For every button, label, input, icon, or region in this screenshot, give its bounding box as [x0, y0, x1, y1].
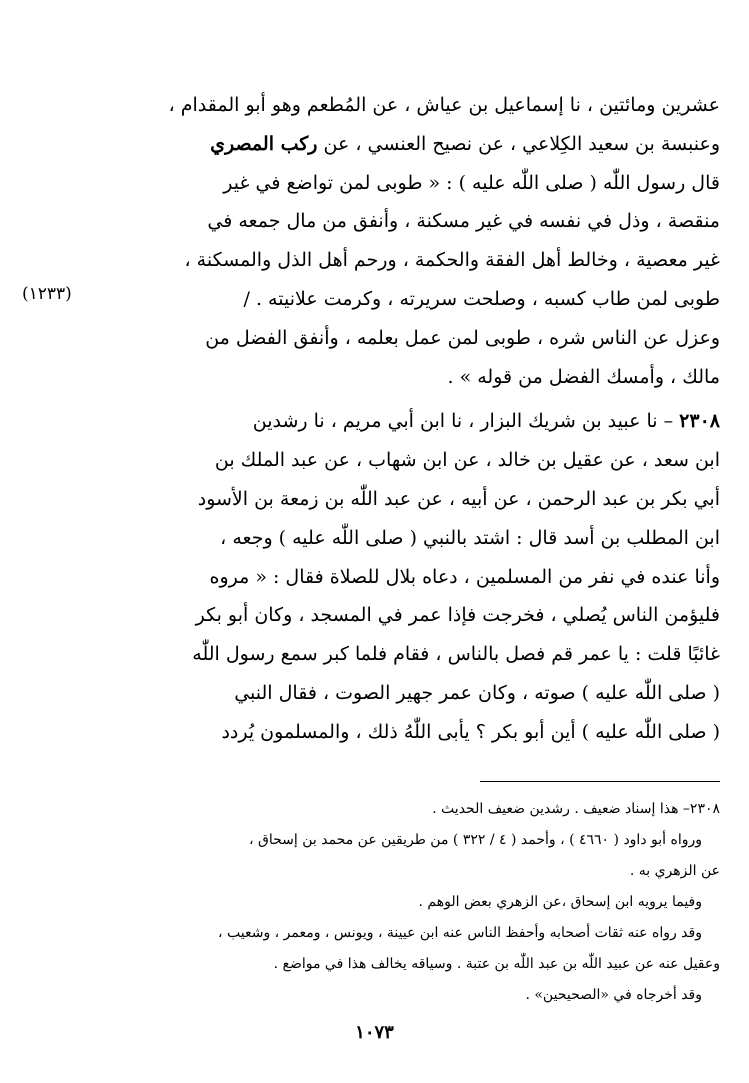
text-line: وأنا عنده في نفر من المسلمين ، دعاه بلال للصلاة فقال : « مروه	[209, 565, 720, 588]
text-line: قال رسول اللّٰه ( صلى اللّٰه عليه ) : « طوبى لمن تواضع في غير	[223, 171, 720, 194]
margin-page-reference: (١٢٣٣)	[22, 284, 72, 304]
text-line: أبي بكر بن عبد الرحمن ، عن أبيه ، عن عبد اللّٰه بن زمعة بن الأسود	[197, 487, 720, 510]
text-line: منقصة ، وذل في نفسه في غير مسكنة ، وأنفق من مال جمعه في	[207, 210, 720, 233]
page-number: ١٠٧٣	[355, 1022, 394, 1043]
text-line: وعنبسة بن سعيد الكِلاعي ، عن نصيح العنسي ، عن	[323, 132, 720, 155]
text-line: غائبًا قلت : يا عمر قم فصل بالناس ، فقام فلما كبر سمع رسول اللّٰه	[192, 643, 720, 666]
footnote-line: وقد رواه عنه ثقات أصحابه وأحفظ الناس عنه ابن عيينة ، ويونس ، ومعمر ، وشعيب ،	[218, 925, 702, 941]
footnote-line: وعقيل عنه عن عبيد اللّٰه بن عبد اللّٰه بن عتبة . وسياقه يخالف هذا في مواضع .	[273, 956, 720, 972]
text-line: ابن المطلب بن أسد قال : اشتد بالنبي ( صلى اللّٰه عليه ) وجعه ،	[220, 526, 720, 549]
footnote-line: ٢٣٠٨– هذا إسناد ضعيف . رشدين ضعيف الحديث .	[432, 801, 720, 817]
text-line: وعزل عن الناس شره ، طوبى لمن عمل بعلمه ، وأنفق الفضل من	[205, 326, 720, 349]
paragraph-1	[96, 86, 720, 396]
footnote-line: وفيما يرويه ابن إسحاق ،عن الزهري بعض الوهم .	[418, 894, 702, 910]
main-text	[96, 86, 720, 752]
footnote-line: عن الزهري به .	[629, 863, 720, 879]
text-line: – نا عبيد بن شريك البزار ، نا ابن أبي مريم ، نا رشدين	[252, 410, 674, 433]
footnote-divider	[480, 781, 720, 782]
hadith-number: ٢٣٠٨	[679, 410, 720, 433]
text-line: ابن سعد ، عن عقيل بن خالد ، عن ابن شهاب ، عن عبد الملك بن	[214, 449, 720, 472]
footnotes	[96, 794, 720, 1011]
text-line: فليؤمن الناس يُصلي ، فخرجت فإذا عمر في المسجد ، وكان أبو بكر	[195, 604, 720, 627]
paragraph-2	[96, 402, 720, 751]
narrator-name: ركب المصري	[210, 132, 318, 155]
text-line: ( صلى اللّٰه عليه ) صوته ، وكان عمر جهير الصوت ، فقال النبي	[234, 681, 720, 704]
footnote-line: وقد أخرجاه في «الصحيحين» .	[525, 987, 702, 1003]
footnote-line: ورواه أبو داود ( ٤٦٦٠ ) ، وأحمد ( ٤ / ٣٢٢ ) من طريقين عن محمد بن إسحاق ،	[249, 832, 702, 848]
text-line: غير معصية ، وخالط أهل الفقة والحكمة ، ورحم أهل الذل والمسكنة ،	[184, 249, 720, 272]
text-line: ( صلى اللّٰه عليه ) أين أبو بكر ؟ يأبى اللّٰهُ ذلك ، والمسلمون يُردد	[221, 720, 720, 743]
text-line: مالك ، وأمسك الفضل من قوله » .	[447, 365, 720, 388]
text-line: طوبى لمن طاب كسبه ، وصلحت سريرته ، وكرمت علانيته . /	[243, 287, 720, 310]
text-line: عشرين ومائتين ، نا إسماعيل بن عياش ، عن المُطعم وهو أبو المقدام ،	[168, 94, 720, 116]
